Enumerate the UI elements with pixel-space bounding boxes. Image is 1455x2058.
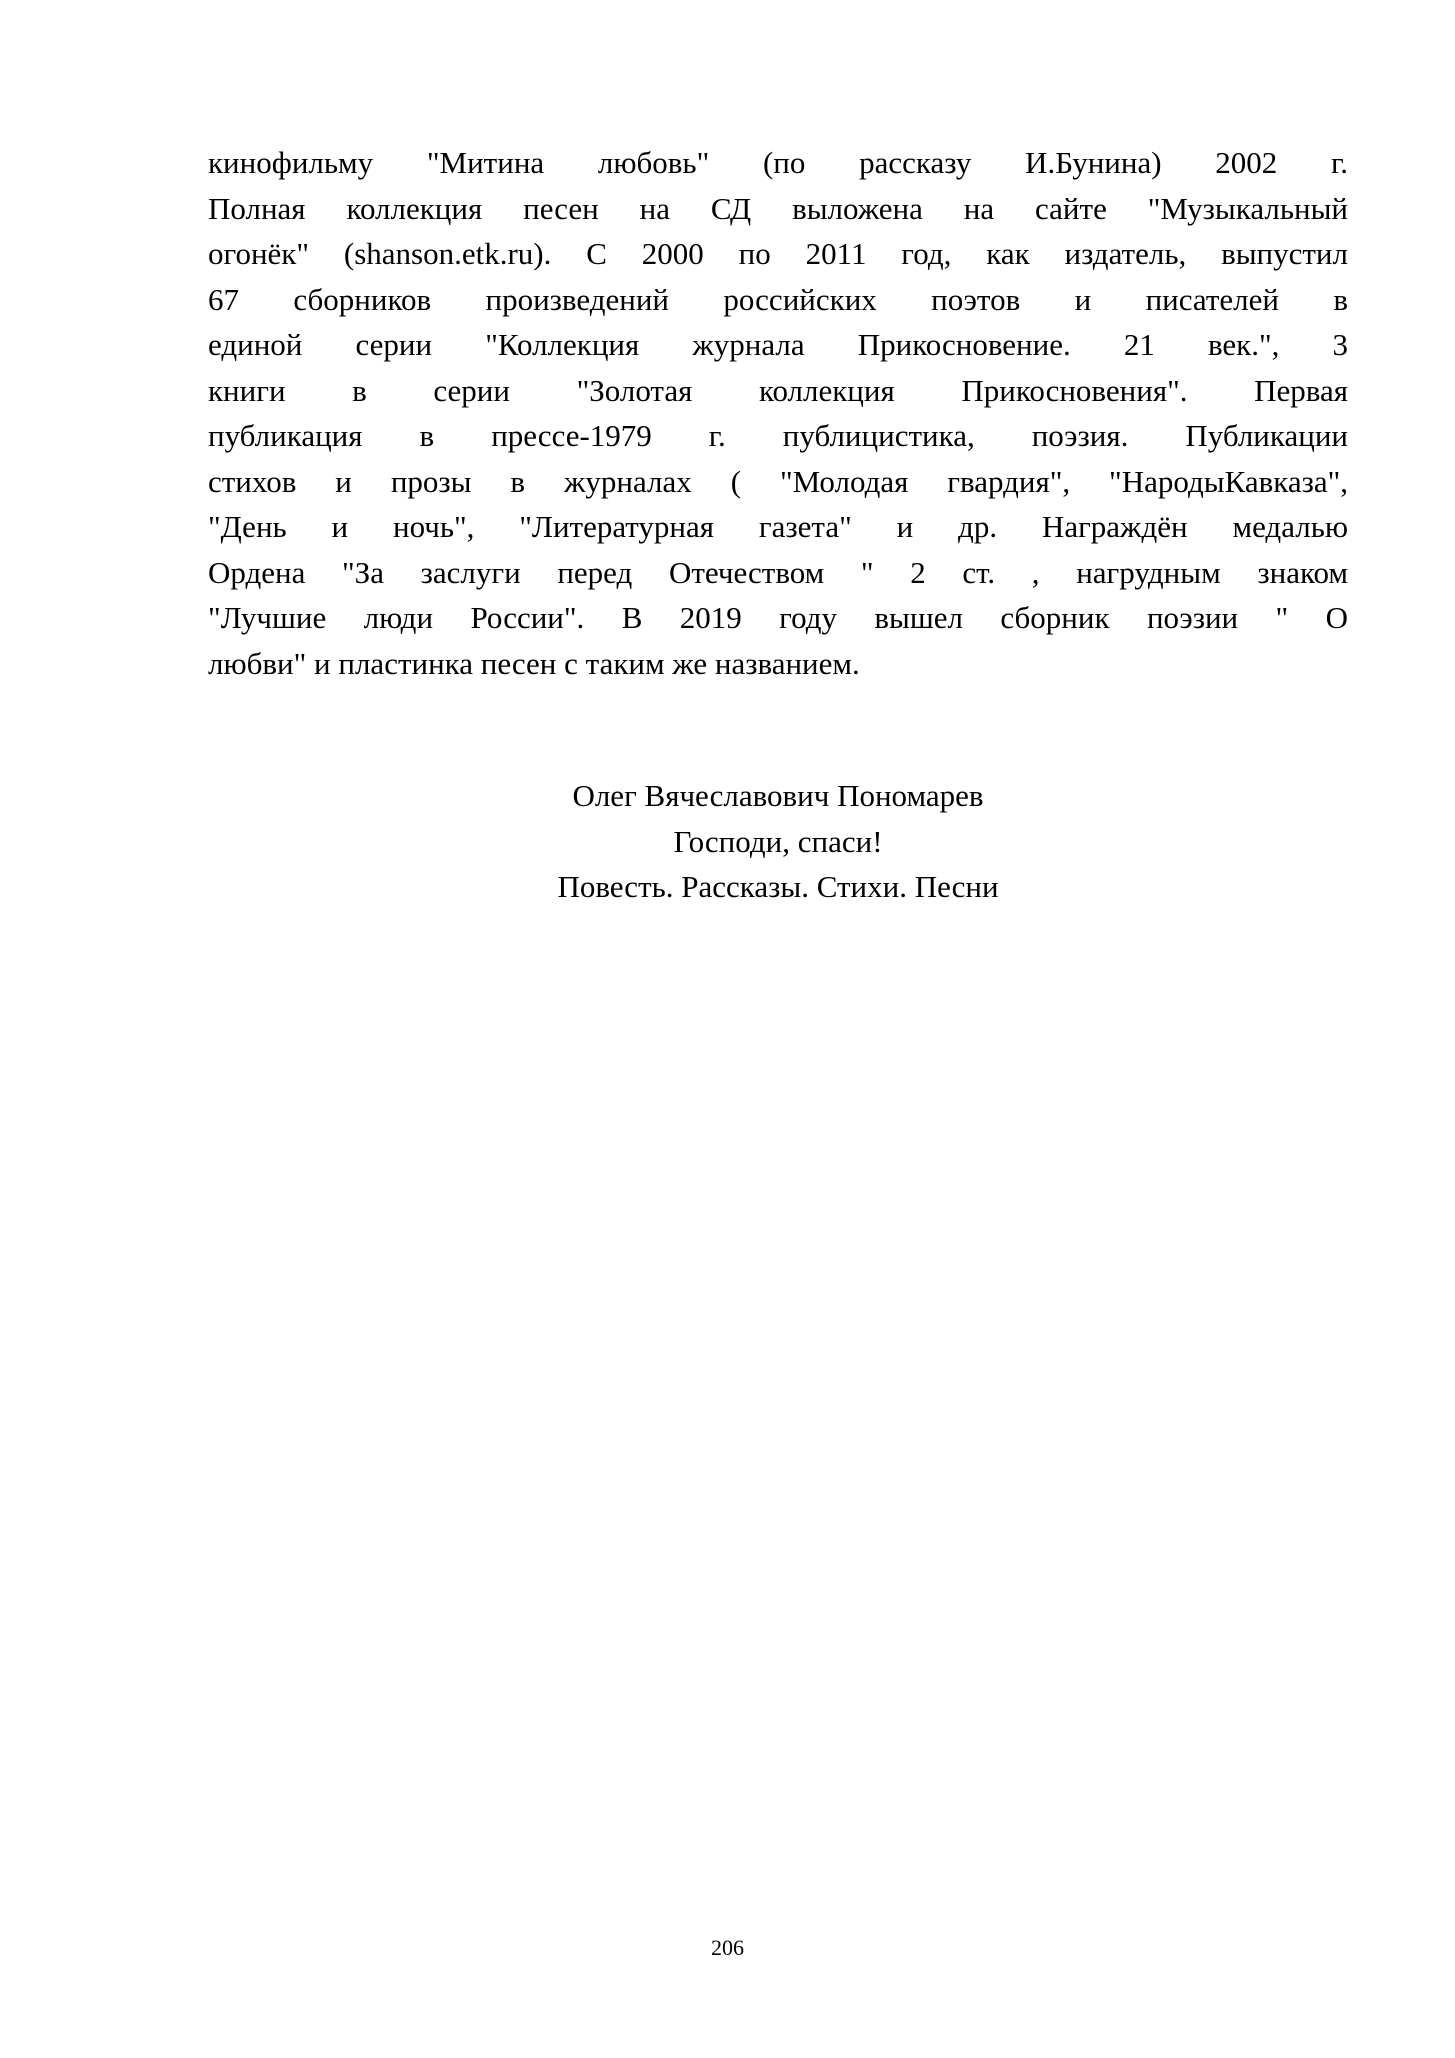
- book-subtitle: Повесть. Рассказы. Стихи. Песни: [557, 869, 999, 904]
- paragraph-line: Ордена "За заслуги перед Отечеством " 2 ст. , нагрудным знаком: [208, 554, 1348, 590]
- paragraph-line: книги в серии "Золотая коллекция Прикосновения". Первая: [208, 372, 1348, 408]
- paragraph-line: Полная коллекция песен на СД выложена на сайте "Музыкальный: [208, 190, 1348, 226]
- paragraph-line: огонёк" (shanson.etk.ru). С 2000 по 2011 год, как издатель, выпустил: [208, 236, 1348, 271]
- book-title-block: [208, 773, 1348, 910]
- paragraph-line: кинофильму "Митина любовь" (по рассказу И.Бунина) 2002 г.: [208, 145, 1348, 180]
- paragraph-line: публикация в прессе-1979 г. публицистика, поэзия. Публикации: [208, 418, 1348, 453]
- author-name: Олег Вячеславович Пономарев: [572, 778, 984, 813]
- biography-paragraph: [208, 140, 1348, 686]
- book-title: Господи, спаси!: [673, 823, 883, 859]
- paragraph-line: любви" и пластинка песен с таким же названием.: [208, 645, 860, 681]
- paragraph-line: "Лучшие люди России". В 2019 году вышел сборник поэзии " О: [208, 600, 1348, 635]
- paragraph-line: "День и ночь", "Литературная газета" и др. Награждён медалью: [208, 509, 1348, 544]
- page-number: 206: [711, 1935, 744, 1960]
- paragraph-line: 67 сборников произведений российских поэтов и писателей в: [208, 281, 1348, 317]
- paragraph-line: стихов и прозы в журналах ( "Молодая гвардия", "НародыКавказа",: [208, 463, 1348, 499]
- paragraph-line: единой серии "Коллекция журнала Прикосновение. 21 век.", 3: [208, 327, 1348, 362]
